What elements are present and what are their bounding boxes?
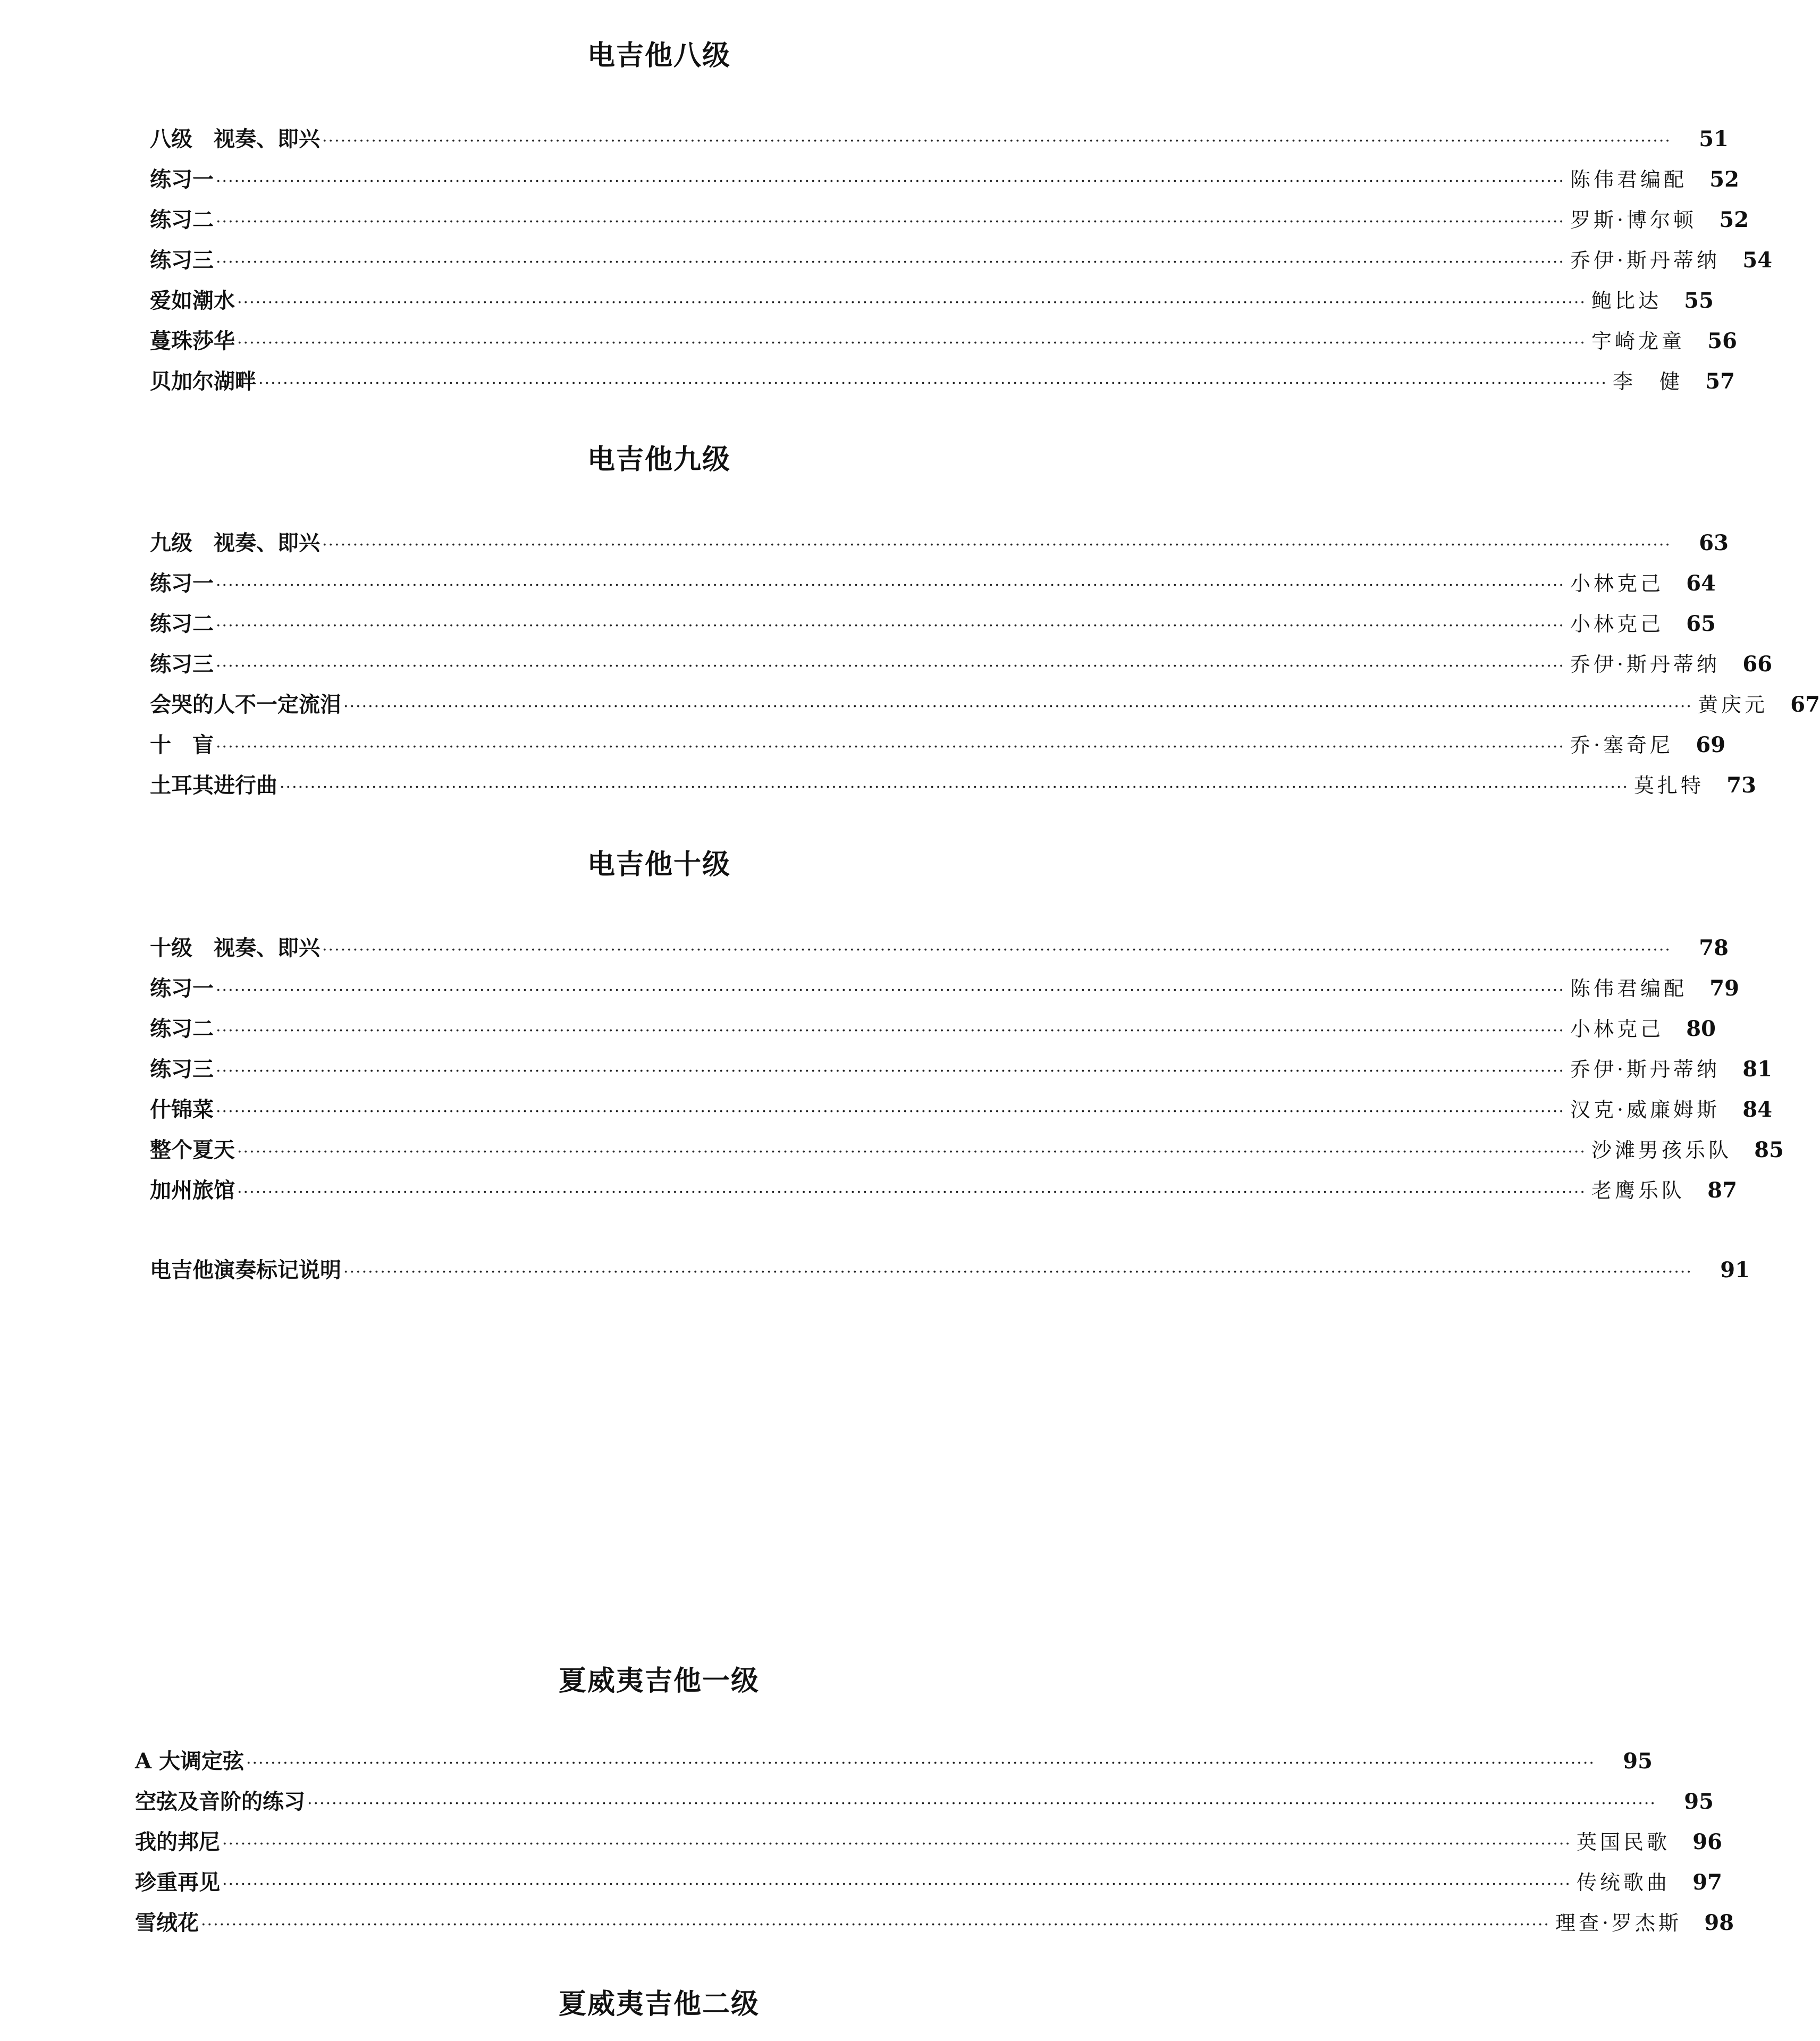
leader-dots: ····························································································································································································································	[343, 697, 1692, 716]
toc-entry-author: 传统歌曲	[1576, 1871, 1670, 1894]
toc-entry-page: 66	[1742, 652, 1773, 677]
toc-entry[interactable]	[150, 1009, 1716, 1049]
toc-entry-page: 97	[1692, 1870, 1722, 1895]
toc-list-guitar-grade-9	[150, 523, 1820, 806]
toc-entry[interactable]	[150, 159, 1739, 200]
toc-entry-page: 84	[1742, 1097, 1773, 1122]
leader-dots: ····························································································································································································································	[237, 293, 1586, 312]
toc-entry-page: 67	[1790, 692, 1820, 717]
toc-entry[interactable]	[150, 563, 1716, 604]
toc-entry-title: 雪绒花	[135, 1910, 199, 1935]
leader-dots: ····························································································································································································································	[322, 536, 1671, 554]
leader-dots: ····························································································································································································································	[216, 576, 1565, 595]
toc-entry[interactable]	[150, 200, 1749, 240]
toc-entry[interactable]	[135, 1822, 1722, 1862]
leader-dots: ····························································································································································································································	[216, 213, 1565, 231]
toc-entry-title: 爱如潮水	[150, 288, 235, 313]
toc-entry[interactable]	[150, 1250, 1750, 1291]
toc-entry-author: 汉克·威廉姆斯	[1570, 1098, 1721, 1121]
toc-entry[interactable]	[150, 240, 1773, 281]
toc-entry-title: 八级 视奏、即兴	[150, 126, 320, 151]
toc-list-notation	[150, 1250, 1750, 1291]
leader-dots: ····························································································································································································································	[237, 1143, 1586, 1161]
toc-entry-author: 罗斯·博尔顿	[1570, 208, 1697, 232]
toc-entry-author: 乔伊·斯丹蒂纳	[1570, 249, 1721, 272]
toc-entry-author: 李 健	[1612, 370, 1683, 393]
leader-dots: ····························································································································································································································	[222, 1835, 1571, 1853]
toc-entry-title: 练习一	[150, 167, 214, 192]
section-title-hawaiian-grade-2: 夏威夷吉他二级	[558, 1988, 760, 2020]
toc-entry-author: 小林克己	[1570, 612, 1664, 636]
toc-entry-title: 蔓珠莎华	[150, 328, 235, 353]
toc-entry-title: 整个夏天	[150, 1137, 235, 1162]
section-title-guitar-grade-10: 电吉他十级	[587, 849, 731, 881]
toc-entry[interactable]	[150, 604, 1716, 644]
leader-dots: ····························································································································································································································	[216, 738, 1565, 756]
toc-entry[interactable]	[135, 1862, 1722, 1903]
toc-entry-page: 81	[1742, 1057, 1773, 1082]
toc-entry[interactable]	[150, 725, 1726, 765]
leader-dots: ····························································································································································································································	[322, 941, 1671, 959]
toc-entry-page: 55	[1684, 288, 1714, 313]
toc-entry-title: 练习一	[150, 571, 214, 596]
toc-entry[interactable]	[150, 281, 1714, 321]
toc-entry-page: 91	[1720, 1258, 1750, 1283]
leader-dots: ····························································································································································································································	[216, 657, 1565, 676]
toc-entry-title: 十 盲	[150, 732, 214, 757]
toc-entry[interactable]	[150, 1049, 1773, 1090]
toc-entry[interactable]	[150, 928, 1729, 968]
toc-entry[interactable]	[135, 1741, 1653, 1782]
toc-entry[interactable]	[135, 1903, 1734, 1943]
section-title-guitar-grade-8: 电吉他八级	[587, 40, 731, 72]
toc-entry-page: 80	[1686, 1016, 1716, 1041]
toc-entry[interactable]	[150, 361, 1735, 402]
toc-entry-page: 57	[1705, 369, 1735, 394]
toc-entry-title: A 大调定弦	[135, 1749, 244, 1774]
toc-entry[interactable]	[135, 1782, 1714, 1822]
toc-entry-page: 63	[1699, 530, 1729, 555]
toc-entry-title: 我的邦尼	[135, 1829, 220, 1854]
toc-entry-title: 十级 视奏、即兴	[150, 935, 320, 960]
toc-entry[interactable]	[150, 1090, 1773, 1130]
toc-list-hawaiian-grade-1	[135, 1741, 1734, 1943]
toc-entry-author: 陈伟君编配	[1570, 168, 1687, 191]
toc-entry-author: 乔伊·斯丹蒂纳	[1570, 1058, 1721, 1081]
leader-dots: ····························································································································································································································	[322, 132, 1671, 150]
toc-entry-title: 练习二	[150, 611, 214, 636]
toc-entry-page: 98	[1704, 1910, 1734, 1935]
toc-entry[interactable]	[150, 644, 1773, 685]
toc-entry[interactable]	[150, 1130, 1784, 1170]
toc-entry-title: 土耳其进行曲	[150, 773, 277, 798]
toc-entry-page: 96	[1692, 1829, 1722, 1854]
toc-entry-title: 空弦及音阶的练习	[135, 1789, 305, 1814]
toc-entry-title: 练习三	[150, 652, 214, 677]
toc-entry-title: 贝加尔湖畔	[150, 369, 256, 394]
toc-entry[interactable]	[150, 765, 1756, 806]
toc-entry-page: 95	[1623, 1749, 1653, 1774]
toc-entry[interactable]	[150, 685, 1820, 725]
toc-entry-page: 54	[1742, 248, 1773, 273]
toc-entry-author: 黄庆元	[1697, 693, 1768, 716]
section-title-guitar-grade-9: 电吉他九级	[587, 444, 731, 476]
toc-entry-author: 乔·塞奇尼	[1570, 733, 1674, 757]
toc-entry-title: 练习三	[150, 248, 214, 273]
leader-dots: ····························································································································································································································	[201, 1916, 1550, 1934]
toc-entry-page: 52	[1709, 167, 1739, 192]
leader-dots: ····························································································································································································································	[216, 617, 1565, 635]
toc-entry-title: 会哭的人不一定流泪	[150, 692, 341, 717]
section-title-hawaiian-grade-1: 夏威夷吉他一级	[558, 1665, 760, 1697]
toc-entry-author: 乔伊·斯丹蒂纳	[1570, 653, 1721, 676]
leader-dots: ····························································································································································································································	[216, 172, 1565, 191]
toc-list-guitar-grade-8	[150, 119, 1773, 402]
toc-entry-author: 英国民歌	[1576, 1831, 1670, 1854]
leader-dots: ····························································································································································································································	[343, 1263, 1692, 1281]
leader-dots: ····························································································································································································································	[216, 1062, 1565, 1081]
leader-dots: ····························································································································································································································	[237, 1183, 1586, 1202]
leader-dots: ····························································································································································································································	[258, 374, 1607, 393]
toc-entry-title: 九级 视奏、即兴	[150, 530, 320, 555]
toc-entry-title: 珍重再见	[135, 1870, 220, 1895]
toc-entry[interactable]	[150, 1170, 1737, 1211]
toc-entry-title: 练习一	[150, 976, 214, 1001]
leader-dots: ····························································································································································································································	[237, 334, 1586, 352]
toc-entry-page: 78	[1699, 935, 1729, 960]
toc-entry-author: 陈伟君编配	[1570, 977, 1687, 1000]
toc-entry-page: 69	[1696, 732, 1726, 757]
toc-entry[interactable]	[150, 523, 1729, 563]
toc-entry-title: 电吉他演奏标记说明	[150, 1258, 341, 1283]
toc-entry-title: 练习二	[150, 1016, 214, 1041]
toc-entry[interactable]	[150, 321, 1737, 361]
leader-dots: ····························································································································································································································	[307, 1794, 1656, 1813]
leader-dots: ····························································································································································································································	[216, 253, 1565, 272]
toc-entry-title: 什锦菜	[150, 1097, 214, 1122]
toc-entry-title: 练习二	[150, 207, 214, 232]
toc-entry-page: 87	[1707, 1178, 1737, 1203]
toc-entry-author: 沙滩男孩乐队	[1591, 1138, 1732, 1162]
toc-entry-page: 56	[1707, 328, 1737, 353]
toc-entry-page: 95	[1684, 1789, 1714, 1814]
leader-dots: ····························································································································································································································	[216, 981, 1565, 1000]
toc-list-guitar-grade-10	[150, 928, 1784, 1211]
toc-entry-page: 52	[1719, 207, 1749, 232]
toc-entry-page: 85	[1754, 1137, 1784, 1162]
toc-entry-author: 老鹰乐队	[1591, 1179, 1685, 1202]
toc-entry-author: 鲍比达	[1591, 289, 1662, 313]
toc-entry-page: 51	[1699, 126, 1729, 151]
toc-entry-author: 小林克己	[1570, 572, 1664, 595]
leader-dots: ····························································································································································································································	[216, 1022, 1565, 1040]
toc-entry[interactable]	[150, 119, 1729, 159]
leader-dots: ····························································································································································································································	[280, 778, 1629, 797]
toc-entry-title: 加州旅馆	[150, 1178, 235, 1203]
toc-entry[interactable]	[150, 968, 1739, 1009]
toc-entry-page: 64	[1686, 571, 1716, 596]
toc-entry-page: 79	[1709, 976, 1739, 1001]
leader-dots: ····························································································································································································································	[246, 1754, 1595, 1773]
toc-entry-author: 宇崎龙童	[1591, 330, 1685, 353]
leader-dots: ····························································································································································································································	[222, 1875, 1571, 1894]
toc-entry-author: 莫扎特	[1633, 774, 1704, 797]
toc-entry-page: 73	[1726, 773, 1756, 798]
toc-entry-page: 65	[1686, 611, 1716, 636]
toc-entry-author: 小林克己	[1570, 1017, 1664, 1041]
toc-entry-author: 理查·罗杰斯	[1555, 1911, 1682, 1935]
leader-dots: ····························································································································································································································	[216, 1102, 1565, 1121]
toc-entry-title: 练习三	[150, 1057, 214, 1082]
